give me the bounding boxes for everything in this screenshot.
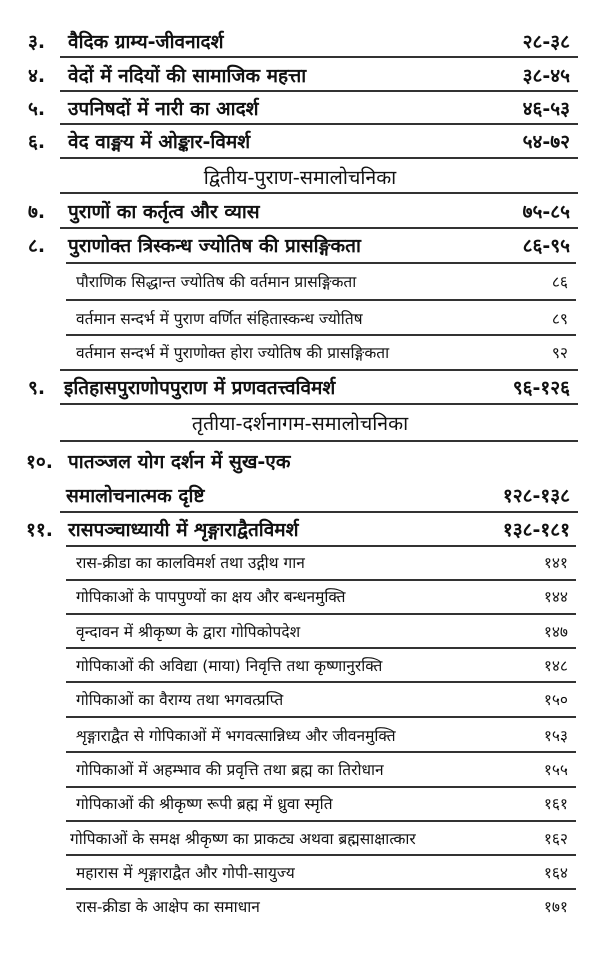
subentry-page: १५३ bbox=[543, 727, 568, 745]
subentry-title: शृङ्गाराद्वैत से गोपिकाओं में भगवत्सान्निध्य और जीवनमुक्ति bbox=[76, 727, 396, 745]
entry-pages: ८६-९५ bbox=[522, 235, 570, 257]
entry-title: उपनिषदों में नारी का आदर्श bbox=[68, 98, 259, 120]
subentry-title: गोपिकाओं का वैराग्य तथा भगवत्प्रप्ति bbox=[76, 691, 284, 709]
subentry-page: १४८ bbox=[543, 657, 568, 675]
subentry-title: गोपिकाओं की श्रीकृष्ण रूपी ब्रह्म में ध्रुवा स्मृति bbox=[76, 795, 333, 813]
subentry-title: गोपिकाओं के पापपुण्यों का क्षय और बन्धनमुक्ति bbox=[76, 588, 346, 606]
row-divider bbox=[66, 613, 576, 615]
row-divider bbox=[66, 751, 576, 753]
entry-number: ३. bbox=[28, 31, 46, 53]
subentry-title: रास-क्रीडा के आक्षेप का समाधान bbox=[76, 898, 260, 916]
section-heading: द्वितीय-पुराण-समालोचनिका bbox=[203, 166, 397, 189]
subentry-page: १६४ bbox=[543, 864, 568, 882]
row-divider bbox=[66, 334, 576, 336]
row-divider bbox=[66, 820, 576, 822]
entry-title-line-2: समालोचनात्मक दृष्टि bbox=[66, 485, 205, 507]
subentry-title: गोपिकाओं में अहम्भाव की प्रवृत्ति तथा ब्रह्म का तिरोधान bbox=[76, 761, 384, 779]
row-divider bbox=[60, 192, 578, 194]
row-divider bbox=[66, 299, 576, 301]
entry-title: इतिहासपुराणोपपुराण में प्रणवतत्त्वविमर्श bbox=[64, 377, 336, 399]
subentry-title: रास-क्रीडा का कालविमर्श तथा उद्गीथ गान bbox=[76, 554, 305, 572]
subentry-page: ८९ bbox=[551, 310, 568, 328]
entry-number: ४. bbox=[28, 65, 46, 87]
entry-pages: ४६-५३ bbox=[522, 98, 570, 120]
subentry-page: १७१ bbox=[543, 898, 568, 916]
entry-number: ५. bbox=[28, 98, 46, 120]
subentry-page: १४१ bbox=[543, 554, 568, 572]
entry-title: वेदों में नदियों की सामाजिक महत्ता bbox=[68, 65, 307, 87]
row-divider bbox=[66, 262, 576, 264]
row-divider bbox=[60, 157, 578, 159]
subentry-page: १४७ bbox=[543, 623, 568, 641]
row-divider bbox=[60, 123, 578, 125]
row-divider bbox=[60, 56, 578, 58]
entry-title-line-1: पातञ्जल योग दर्शन में सुख-एक bbox=[68, 451, 291, 473]
entry-number: ७. bbox=[28, 201, 46, 223]
subentry-title: महारास में शृङ्गाराद्वैत और गोपी-सायुज्य bbox=[76, 864, 295, 882]
row-divider bbox=[66, 545, 576, 547]
row-divider bbox=[60, 511, 578, 513]
subentry-page: १५० bbox=[543, 691, 568, 709]
entry-number: १०. bbox=[26, 451, 53, 473]
entry-title: रासपञ्चाध्यायी में शृङ्गाराद्वैतविमर्श bbox=[68, 519, 299, 541]
row-divider bbox=[60, 227, 578, 229]
row-divider bbox=[66, 579, 576, 581]
subentry-page: ८६ bbox=[551, 273, 568, 291]
row-divider bbox=[60, 369, 578, 371]
row-divider bbox=[60, 440, 578, 442]
entry-number: ६. bbox=[28, 131, 46, 153]
subentry-title: वर्तमान सन्दर्भ में पुराणोक्त होरा ज्योतिष की प्रासङ्गिकता bbox=[76, 344, 390, 362]
subentry-page: १६२ bbox=[543, 830, 568, 848]
entry-title: पुराणों का कर्तृत्व और व्यास bbox=[68, 201, 260, 223]
subentry-title: गोपिकाओं की अविद्या (माया) निवृत्ति तथा कृष्णानुरक्ति bbox=[76, 657, 383, 675]
row-divider bbox=[66, 888, 576, 890]
row-divider bbox=[60, 403, 578, 405]
subentry-title: गोपिकाओं के समक्ष श्रीकृष्ण का प्राकट्य अथवा ब्रह्मसाक्षात्कार bbox=[70, 830, 416, 848]
section-heading: तृतीया-दर्शनागम-समालोचनिका bbox=[191, 412, 409, 435]
row-divider bbox=[66, 647, 576, 649]
row-divider bbox=[66, 681, 576, 683]
entry-number: ८. bbox=[28, 235, 46, 257]
entry-title: वैदिक ग्राम्य-जीवनादर्श bbox=[68, 31, 224, 53]
entry-pages: ५४-७२ bbox=[522, 131, 570, 153]
entry-title: वेद वाङ्मय में ओङ्कार-विमर्श bbox=[68, 131, 251, 153]
row-divider bbox=[66, 854, 576, 856]
subentry-page: १६१ bbox=[543, 795, 568, 813]
row-divider bbox=[66, 716, 576, 718]
entry-pages: ३८-४५ bbox=[522, 65, 570, 87]
row-divider bbox=[66, 786, 576, 788]
entry-pages: २८-३८ bbox=[522, 31, 570, 53]
entry-title: पुराणोक्त त्रिस्कन्ध ज्योतिष की प्रासङ्गिकता bbox=[68, 235, 361, 257]
subentry-title: पौराणिक सिद्धान्त ज्योतिष की वर्तमान प्रासङ्गिकता bbox=[76, 273, 357, 291]
subentry-title: वृन्दावन में श्रीकृष्ण के द्वारा गोपिकोपदेश bbox=[76, 623, 301, 641]
subentry-page: १४४ bbox=[543, 588, 568, 606]
subentry-page: ९२ bbox=[551, 344, 568, 362]
entry-pages: ७५-८५ bbox=[522, 201, 570, 223]
entry-pages: ९६-१२६ bbox=[512, 377, 570, 399]
entry-pages: १३८-१८१ bbox=[502, 519, 570, 541]
entry-pages: १२८-१३८ bbox=[502, 485, 570, 507]
entry-number: ११. bbox=[26, 519, 53, 541]
subentry-page: १५५ bbox=[543, 761, 568, 779]
subentry-title: वर्तमान सन्दर्भ में पुराण वर्णित संहितास्कन्ध ज्योतिष bbox=[76, 310, 363, 328]
row-divider bbox=[60, 90, 578, 92]
entry-number: ९. bbox=[28, 377, 46, 399]
